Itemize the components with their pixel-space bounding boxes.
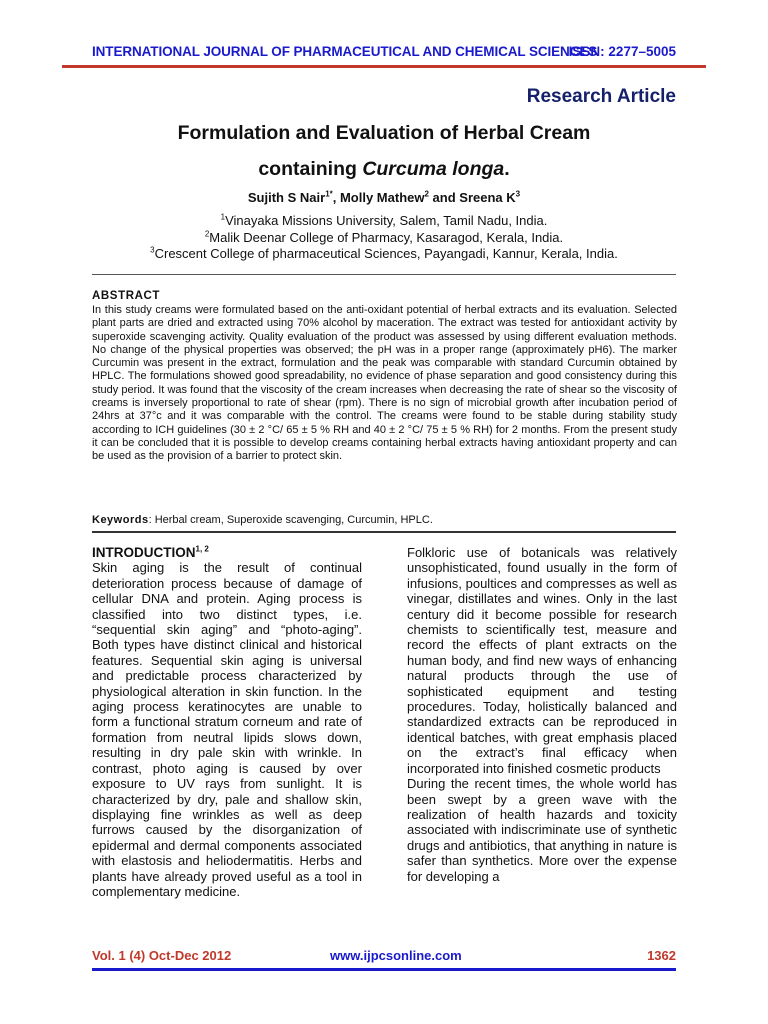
abstract-divider <box>92 531 676 533</box>
affiliation-num: 2 <box>204 229 210 239</box>
page-footer <box>92 948 676 966</box>
title-prefix: containing <box>258 158 363 180</box>
affiliation-text: Vinayaka Missions University, Salem, Tamil Nadu, India. <box>225 213 548 228</box>
page-number: 1362 <box>647 948 676 963</box>
author-3-sup: 3 <box>515 189 521 199</box>
author-1: Sujith S Nair <box>247 190 326 205</box>
keywords <box>92 514 677 526</box>
affiliation-3 <box>92 246 676 262</box>
affiliation-text: Malik Deenar College of Pharmacy, Kasaragod, Kerala, India. <box>209 230 564 245</box>
author-3: and Sreena K <box>428 190 516 205</box>
body-column-left <box>92 545 362 899</box>
introduction-heading-text: INTRODUCTION <box>92 545 196 560</box>
introduction-heading-sup: 1, 2 <box>195 544 209 554</box>
article-type <box>527 86 676 108</box>
affiliation-num: 3 <box>150 245 155 255</box>
title-suffix: . <box>504 158 510 180</box>
journal-title: INTERNATIONAL JOURNAL OF PHARMACEUTICAL AND CHEMICAL SCIENCES <box>92 44 598 59</box>
author-2: , Molly Mathew <box>332 190 425 205</box>
article-type-word1: Research <box>526 86 613 107</box>
author-1-sup: 1* <box>325 189 333 199</box>
abstract-heading: ABSTRACT <box>92 290 161 302</box>
affiliation-num: 1 <box>220 212 226 222</box>
volume-info: Vol. 1 (4) Oct-Dec 2012 <box>92 948 232 963</box>
issn: ISSN: 2277–5005 <box>568 44 676 59</box>
footer-divider <box>92 968 676 971</box>
title-species: Curcuma longa <box>362 158 505 180</box>
keywords-label: Keywords <box>92 514 149 526</box>
header-divider <box>62 65 706 68</box>
journal-header <box>92 44 676 62</box>
paper-title-line1: Formulation and Evaluation of Herbal Cream <box>177 122 591 144</box>
article-type-word2: Article <box>616 86 676 107</box>
affiliation-text: Crescent College of pharmaceutical Sciences, Payangadi, Kannur, Kerala, India. <box>154 246 618 261</box>
body-column-right <box>407 545 677 884</box>
keywords-text: : Herbal cream, Superoxide scavenging, Curcumin, HPLC. <box>148 514 433 526</box>
abstract-text: In this study creams were formulated based on the anti-oxidant potential of herbal extracts and its evaluation. Selected plant parts are dried and extracted using 70% alcohol by maceration. The extract was tested for antioxidant activity by superoxide scavenging activity. Quality evaluation of the product was assessed by using different evaluation methods. No change of the physical properties was observed; the pH was in a proper range (approximately pH6). The marker Curcumin was present in the extract, formulation and the peak was comparable with standard Curcumin obtained by HPLC. The formulations showed good spreadability, no evidence of phase separation and good consistency during this study period. It was found that the viscosity of the cream increases when decreasing the rate of shear so the viscosity of creams is inversely proportional to rate of shear (rpm). There is no sign of microbial growth after incubation period of 24hrs at 37°c and it was comparable with the control. The creams were found to be stable during stability study according to ICH guidelines (30 ± 2 °C/ 65 ± 5 % RH and 40 ± 2 °C/ 75 ± 5 % RH) for 2 months. From the present study it can be concluded that it is possible to develop creams containing herbal extracts having antioxidant property and can be used as the provision of a barrier to protect skin. <box>92 304 677 463</box>
introduction-paragraph-3: During the recent times, the whole world has been swept by a green wave with the realization of health hazards and toxicity associated with indiscriminate use of synthetic drugs and antibiotics, that anything in nature is safer than synthetics. More over the expense for developing a <box>407 776 677 884</box>
introduction-paragraph-1: Skin aging is the result of continual deterioration process because of damage of cellular DNA and protein. Aging process is classified into two distinct types, i.e. “sequential skin aging” and “photo-aging”. Both types have distinct clinical and historical features. Sequential skin aging is universal and predictable process characterized by physiological alteration in skin function. In the aging process keratinocytes are unable to form a functional stratum corneum and rate of formation from neutral lipids slows down, resulting in dry pale skin with wrinkle. In contrast, photo aging is caused by over exposure to UV rays from sunlight. It is characterized by dry, pale and shallow skin, displaying fine wrinkles as well as deep furrows caused by the disorganization of epidermal and dermal components associated with elastosis and heliodermatitis. Herbs and plants have already proved useful as a tool in complementary medicine. <box>92 560 362 899</box>
introduction-heading <box>92 545 362 560</box>
website-link[interactable]: www.ijpcsonline.com <box>330 948 462 963</box>
introduction-paragraph-2: Folkloric use of botanicals was relatively unsophisticated, found usually in the form of infusions, poultices and compresses as well as vinegar, distillates and wines. Only in the last century did it become possible for research chemists to scientifically test, measure and record the effects of plant extracts on the human body, and find new ways of enhancing natural products through the use of sophisticated equipment and testing procedures. Today, holistically balanced and standardized extracts can be reproduced in identical batches, with great emphasis placed on the extract’s final efficacy when incorporated into finished cosmetic products <box>407 545 677 776</box>
affiliation-2 <box>92 230 676 246</box>
affiliation-divider <box>92 274 676 275</box>
paper-title-line2 <box>92 158 676 181</box>
affiliation-1 <box>92 213 676 229</box>
author-list <box>92 190 676 205</box>
author-2-sup: 2 <box>424 189 429 199</box>
